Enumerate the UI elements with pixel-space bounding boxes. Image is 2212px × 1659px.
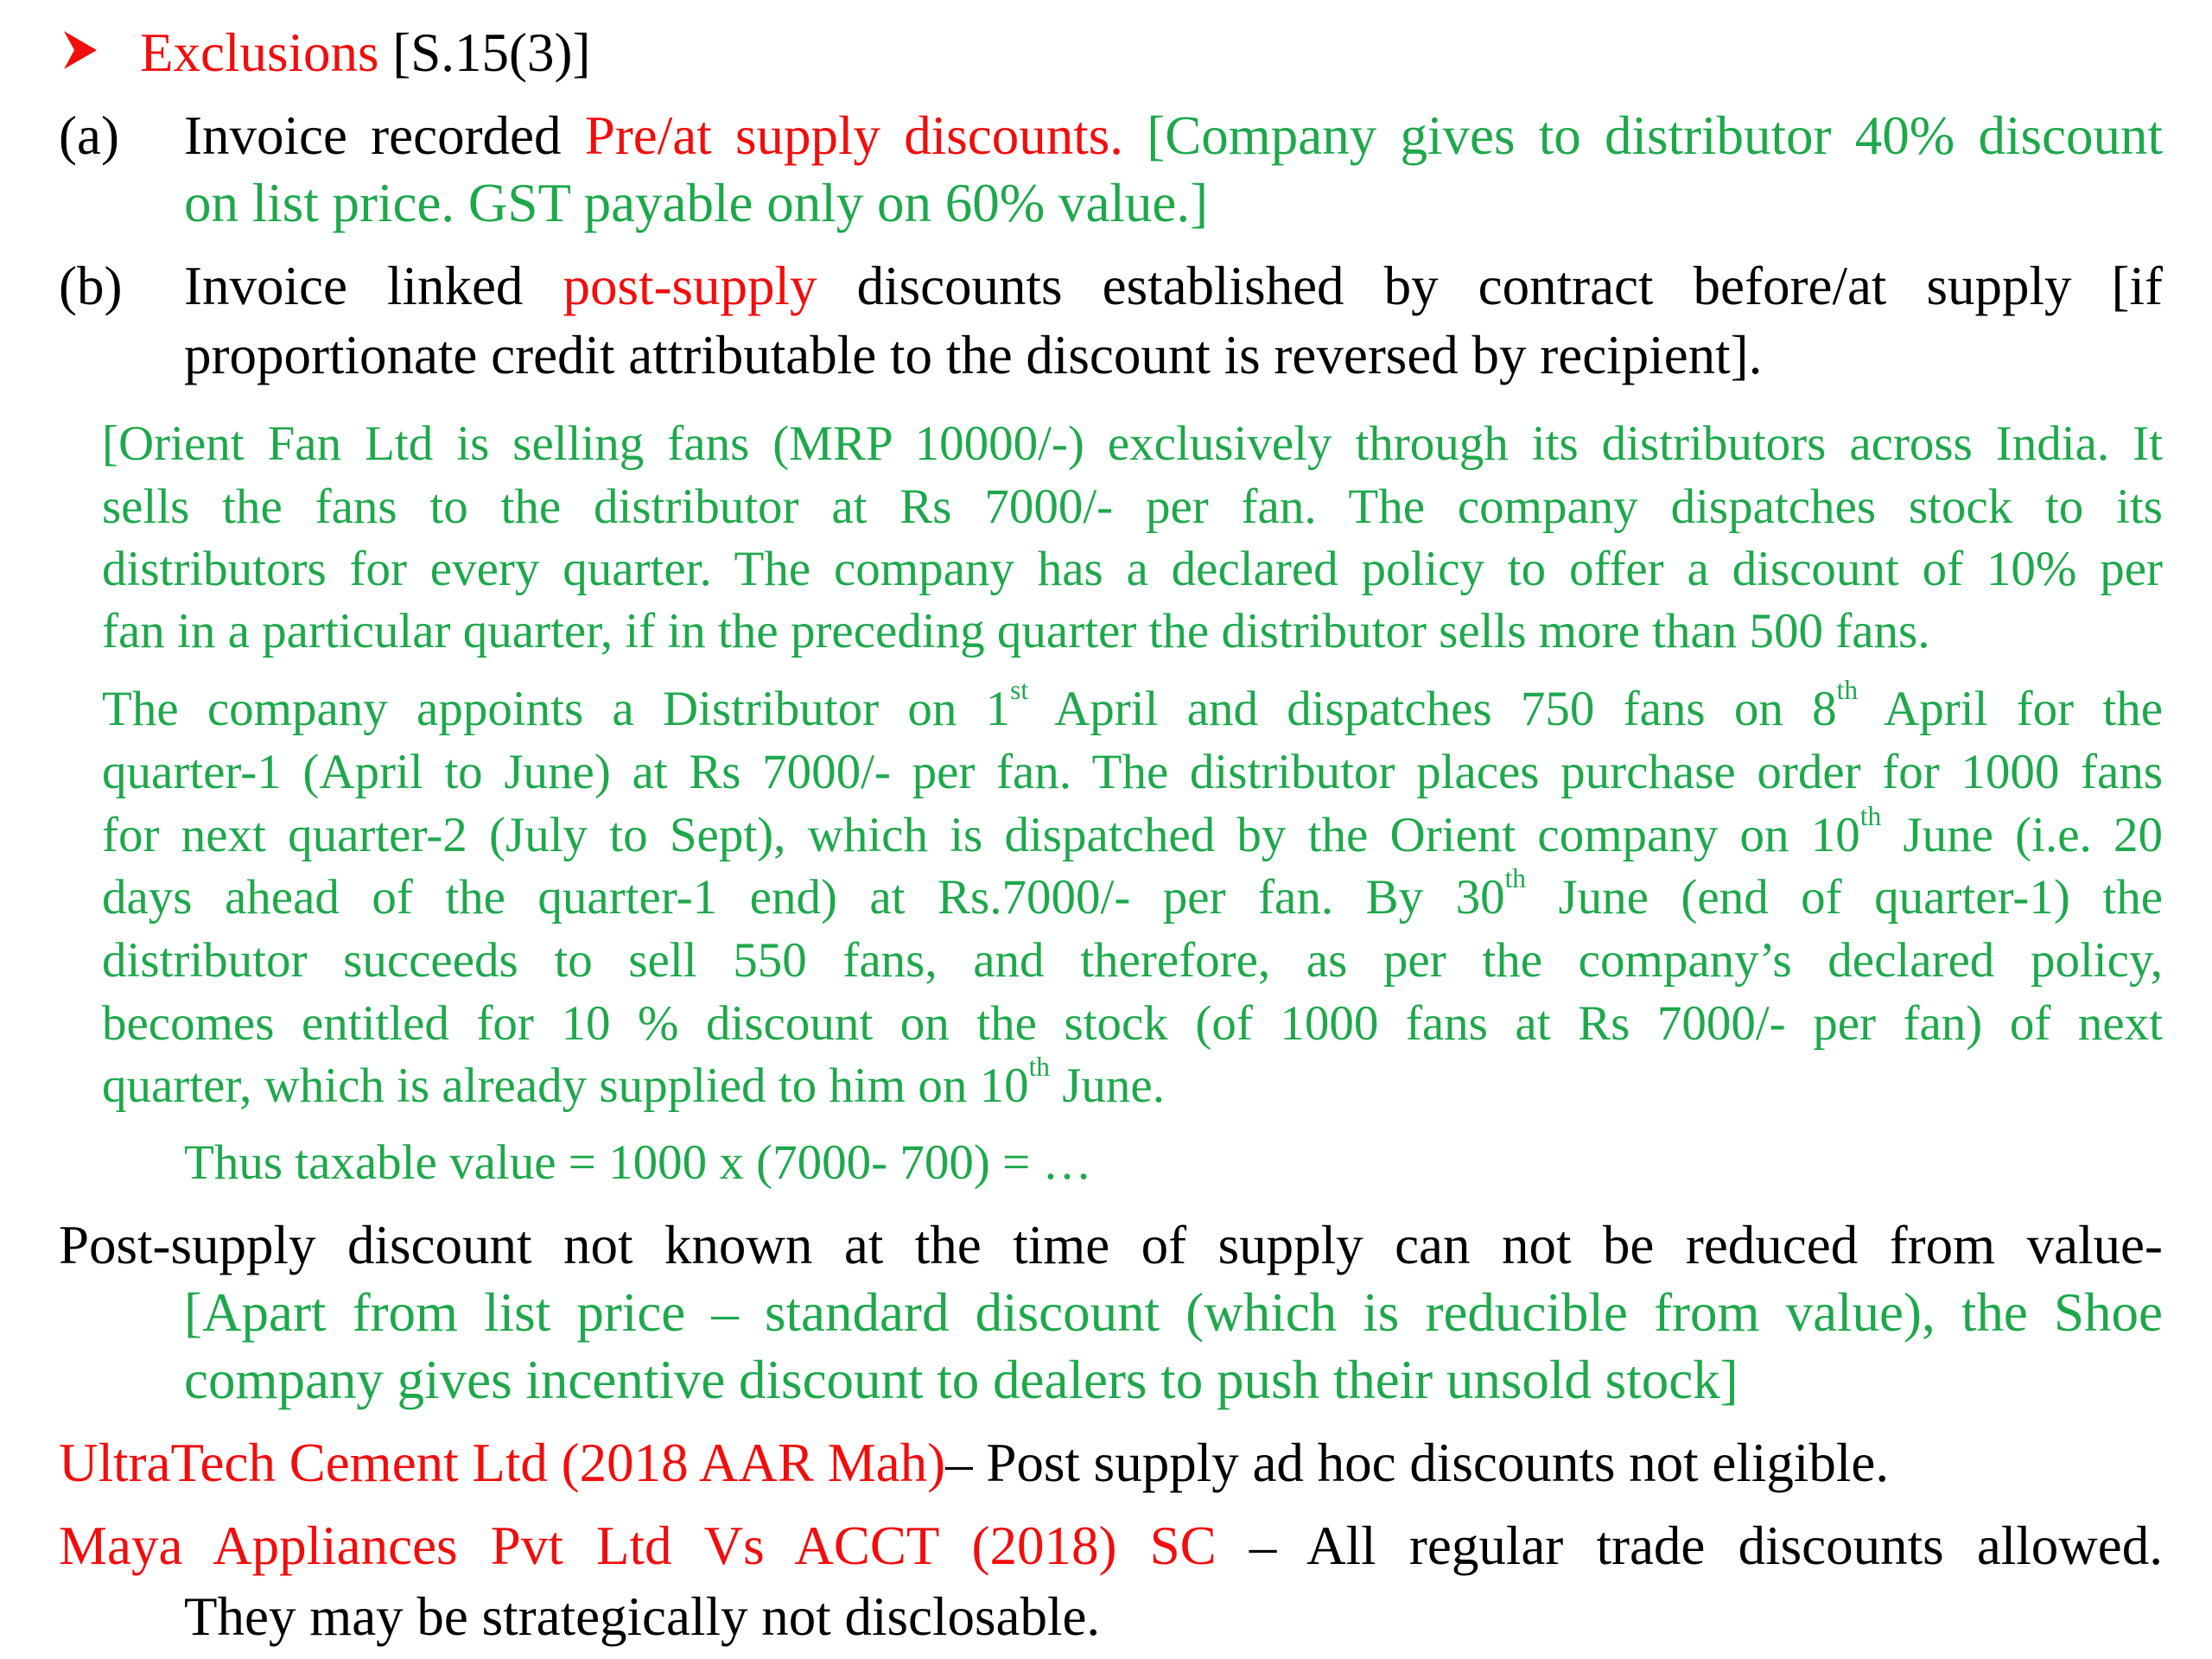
example2-line2: quarter-1 (April to June) at Rs 7000/- per fan. The distributor places purchase order for 1000 fans [102,745,2163,799]
example1-line3: distributors for every quarter. The company has a declared policy to offer a discount of 10% per [102,542,2163,596]
example2-line6: becomes entitled for 10 % discount on the stock (of 1000 fans at Rs 7000/- per fan) of next [102,996,2163,1051]
section-heading [140,19,590,86]
item-b-highlight: post-supply [563,256,817,316]
example1-line4: fan in a particular quarter, if in the preceding quarter the distributor sells more than 500 fans. [102,604,1930,658]
example2-line5: distributor succeeds to sell 550 fans, and therefore, as per the company’s declared policy, [102,933,2163,988]
example2-line4-sup: th [1504,863,1526,894]
ultratech-case: UltraTech Cement Ltd (2018 AAR Mah) [59,1433,946,1493]
item-a-line2: on list price. GST payable only on 60% value.] [184,173,1209,233]
example2-line4-a: days ahead of the quarter-1 end) at Rs.7000/- per fan. By 30 [102,870,1505,925]
ultratech-line [59,1429,1889,1497]
example2-line4 [102,863,2163,929]
item-b-line1 [184,252,2163,320]
post-supply-line2: [Apart from list price – standard discount (which is reducible from value), the Shoe [184,1282,2163,1343]
maya-note: – All regular trade discounts allowed. [1216,1516,2163,1576]
ultratech-note: – Post supply ad hoc discounts not eligible. [945,1433,1890,1493]
arrowhead-bullet-icon [62,29,99,71]
item-a-highlight: Pre/at supply discounts. [584,105,1124,166]
post-supply-line3: company gives incentive discount to dealers to push their unsold stock] [184,1350,1738,1410]
example2-line7-sup: th [1028,1052,1050,1083]
item-a-line1 [184,102,2163,169]
item-b-rest: discounts established by contract before/at supply [if [856,256,2163,316]
example2-line3 [102,801,2163,867]
item-a-lead: Invoice recorded [184,105,585,166]
heading-title: Exclusions [140,22,379,83]
example1-line1: [Orient Fan Ltd is selling fans (MRP 10000/-) exclusively through its distributors across India. It [102,416,2163,471]
example2-line1-a: The company appoints a Distributor on 1 [102,682,1011,736]
item-b-lead: Invoice linked [184,256,563,316]
heading-reference: [S.15(3)] [392,22,591,83]
example1-line2: sells the fans to the distributor at Rs 7000/- per fan. The company dispatches stock to its [102,480,2163,534]
example2-line7-b: June. [1049,1058,1165,1113]
item-a-marker: (a) [59,105,119,166]
taxable-value-line: Thus taxable value = 1000 x (7000- 700) = … [184,1135,1092,1190]
maya-line1 [59,1512,2163,1580]
example2-line1-c: April for the [1858,682,2163,736]
item-b-line2: proportionate credit attributable to the discount is reversed by recipient]. [184,325,1763,385]
maya-line2: They may be strategically not disclosable. [184,1586,1101,1647]
example2-line4-b: June (end of quarter-1) the [1525,870,2163,925]
maya-case: Maya Appliances Pvt Ltd Vs ACCT (2018) SC [59,1516,1217,1576]
example2-line1-sup: st [1010,675,1029,706]
example2-line3-b: June (i.e. 20 [1881,808,2163,862]
item-a-example-start: [Company gives to distributor 40% discount [1147,105,2163,166]
post-supply-line1: Post-supply discount not known at the time of supply can not be reduced from value- [59,1215,2163,1275]
item-b-marker: (b) [59,256,123,316]
example2-line7 [102,1052,1165,1117]
example2-line1 [102,675,2163,741]
example2-line3-sup: th [1859,801,1882,832]
example2-line7-a: quarter, which is already supplied to him on 10 [102,1058,1029,1113]
example2-line1-b: April and dispatches 750 fans on 8 [1028,682,1837,736]
example2-line3-a: for next quarter-2 (July to Sept), which is dispatched by the Orient company on 10 [102,808,1860,862]
example2-line1-sup2: th [1836,675,1858,706]
